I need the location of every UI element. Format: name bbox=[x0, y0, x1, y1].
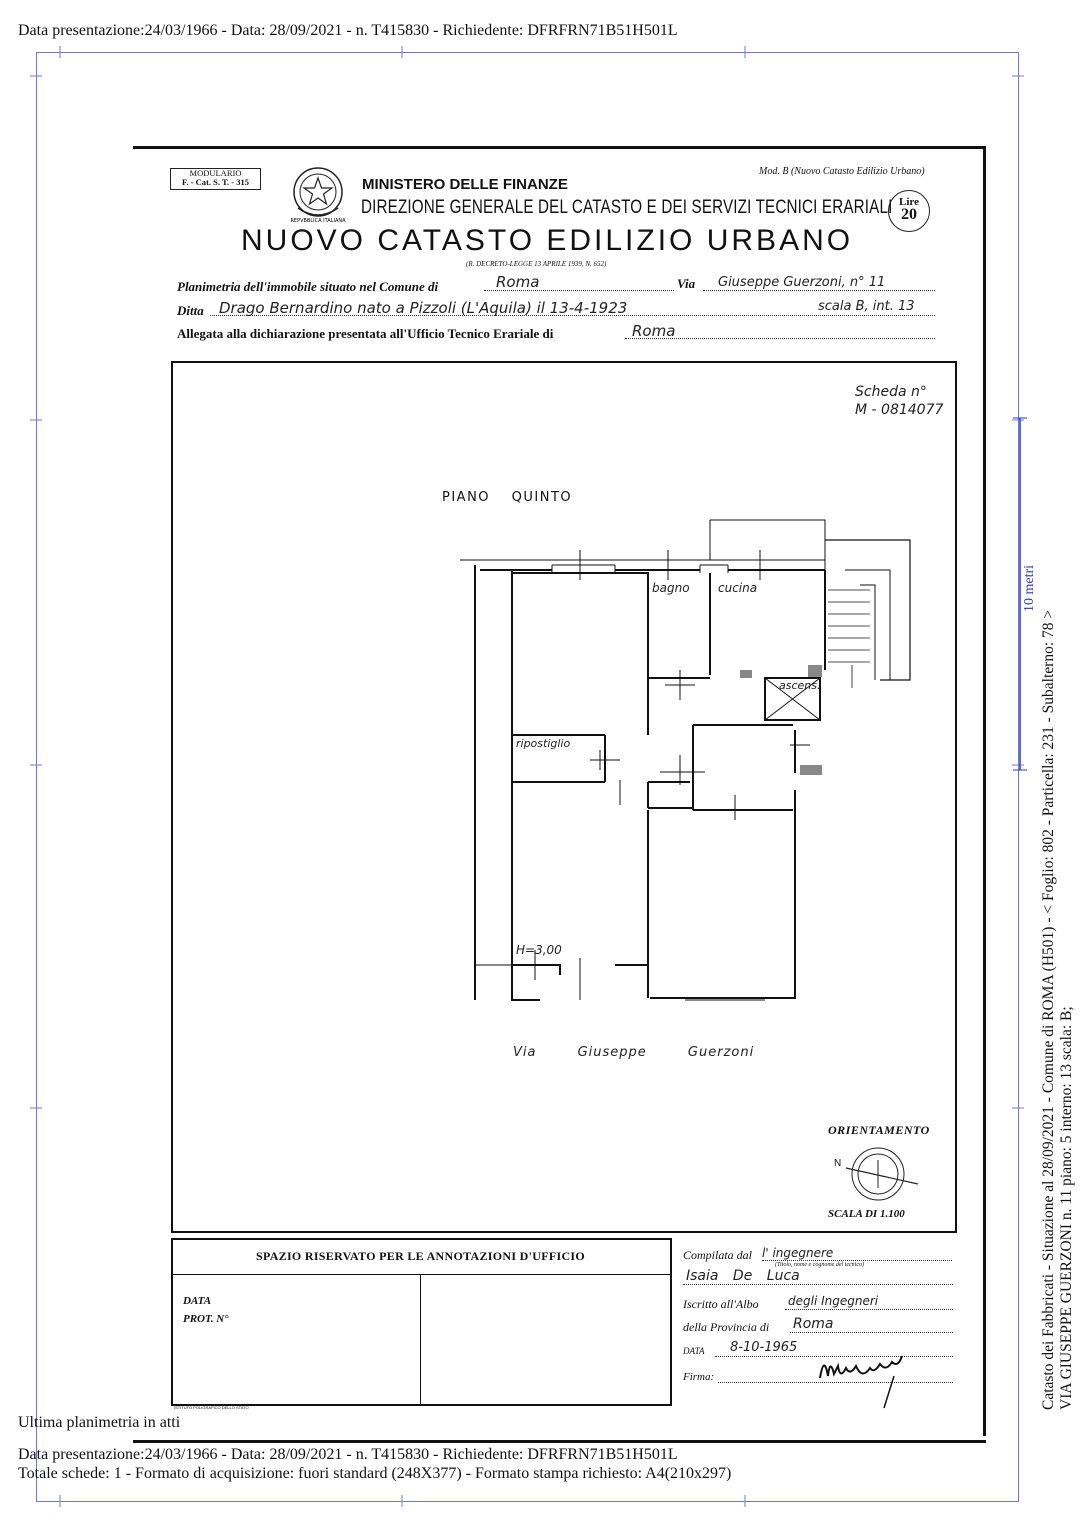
allegata-label: Allegata alla dichiarazione presentata all'Ufficio Tecnico Erariale di bbox=[177, 326, 554, 341]
orientamento-label: ORIENTAMENTO bbox=[828, 1123, 930, 1137]
annotations-data: DATA bbox=[183, 1295, 212, 1307]
via-dots bbox=[703, 290, 935, 291]
compilata-dots bbox=[762, 1260, 952, 1261]
scale-label: SCALA DI 1.100 bbox=[828, 1208, 905, 1220]
data-value: 8-10-1965 bbox=[730, 1340, 798, 1355]
room-height: H=3,00 bbox=[516, 943, 562, 957]
modulario-label: MODULARIO bbox=[189, 168, 242, 178]
lire-label: Lire bbox=[899, 196, 919, 208]
tecnico-dots bbox=[683, 1284, 953, 1285]
compass-north: N bbox=[834, 1158, 842, 1169]
printer-note: ISTITUTO POLIGRAFICO DELLO STATO bbox=[174, 1405, 249, 1410]
bottom-line-2: Totale schede: 1 - Formato di acquisizione: fuori standard (248X377) - Formato stampa richiesto: A4(210x297) bbox=[18, 1465, 732, 1482]
ufficio-value: Roma bbox=[632, 322, 676, 340]
compilata-value: l' ingegnere bbox=[762, 1246, 834, 1260]
annotations-vline bbox=[420, 1274, 421, 1404]
floor-label: PIANO QUINTO bbox=[442, 490, 573, 505]
compass-icon bbox=[828, 1144, 928, 1204]
decree-note: (R. DECRETO-LEGGE 13 APRILE 1939, N. 652) bbox=[466, 260, 607, 268]
comune-value: Roma bbox=[496, 273, 540, 291]
bottom-line-1: Data presentazione:24/03/1966 - Data: 28/09/2021 - n. T415830 - Richiedente: DFRFRN71B51H501L bbox=[18, 1446, 678, 1463]
annotations-prot: PROT. N° bbox=[183, 1313, 229, 1325]
side-line-1: Catasto dei Fabbricati - Situazione al 28/09/2021 - Comune di ROMA (H501) - < Foglio: 802 - Particella: 231 - Subalterno: 78 > bbox=[1040, 609, 1057, 1410]
svg-text:REPVBBLICA ITALIANA: REPVBBLICA ITALIANA bbox=[290, 218, 346, 224]
scheda-line1: Scheda n° bbox=[855, 384, 927, 400]
street-label: Via Giuseppe Guerzoni bbox=[513, 1045, 755, 1060]
ultima-label: Ultima planimetria in atti bbox=[18, 1414, 181, 1431]
scheda-line2: M - 0814077 bbox=[855, 402, 944, 418]
iscritto-value: degli Ingegneri bbox=[788, 1294, 879, 1308]
provincia-label: della Provincia di bbox=[683, 1320, 770, 1334]
ditta-label: Ditta bbox=[177, 303, 204, 318]
signature-icon bbox=[812, 1346, 912, 1416]
provincia-value: Roma bbox=[793, 1316, 834, 1332]
sheet-right-border bbox=[983, 146, 986, 1436]
via-label: Via bbox=[677, 276, 696, 291]
room-cucina: cucina bbox=[718, 581, 758, 595]
direction-title: DIREZIONE GENERALE DEL CATASTO E DEI SERVIZI TECNICI ERARIALI bbox=[361, 197, 893, 218]
header-line: Data presentazione:24/03/1966 - Data: 28/09/2021 - n. T415830 - Richiedente: DFRFRN71B51H501L bbox=[18, 22, 678, 39]
main-title: NUOVO CATASTO EDILIZIO URBANO bbox=[241, 224, 854, 257]
sheet-top-border bbox=[133, 146, 986, 149]
room-ripostiglio: ripostiglio bbox=[516, 737, 571, 750]
side-line-2: VIA GIUSEPPE GUERZONI n. 11 piano: 5 interno: 13 scala: B; bbox=[1058, 1006, 1075, 1410]
scheda-number bbox=[855, 383, 943, 419]
side-info bbox=[1040, 610, 1076, 1410]
planimetria-label: Planimetria dell'immobile situato nel Comune di bbox=[177, 279, 439, 294]
via-value: Giuseppe Guerzoni, n° 11 bbox=[718, 275, 886, 290]
lire-stamp bbox=[888, 190, 930, 232]
scale-bar-label: 10 metri bbox=[1022, 564, 1037, 612]
firma-label: Firma: bbox=[683, 1371, 715, 1383]
republic-emblem-icon bbox=[290, 164, 346, 224]
iscritto-label: Iscritto all'Albo bbox=[683, 1297, 759, 1311]
tecnico-name: Isaia De Luca bbox=[686, 1268, 800, 1284]
floor-plan bbox=[440, 510, 940, 1030]
lire-value: 20 bbox=[901, 206, 917, 223]
modulario-code: F. - Cat. S. T. - 315 bbox=[182, 177, 249, 187]
room-ascens: ascens. bbox=[779, 679, 821, 692]
data-label: DATA bbox=[683, 1346, 705, 1356]
modulario-box bbox=[170, 168, 261, 190]
annotations-title: SPAZIO RISERVATO PER LE ANNOTAZIONI D'UFFICIO bbox=[255, 1249, 586, 1263]
sheet-bottom-border bbox=[133, 1440, 986, 1443]
compilata-label: Compilata dal bbox=[683, 1248, 753, 1262]
mod-b: Mod. B (Nuovo Catasto Edilizio Urbano) bbox=[759, 166, 925, 177]
scala-value: scala B, int. 13 bbox=[818, 299, 915, 314]
ditta-value: Drago Bernardino nato a Pizzoli (L'Aquila) il 13-4-1923 bbox=[219, 299, 628, 317]
ministry-title: MINISTERO DELLE FINANZE bbox=[362, 176, 568, 193]
provincia-dots bbox=[790, 1332, 953, 1333]
room-bagno: bagno bbox=[652, 581, 690, 595]
iscritto-dots bbox=[785, 1309, 953, 1310]
compilata-hint: (Titolo, nome e cognome del tecnico) bbox=[775, 1262, 864, 1268]
